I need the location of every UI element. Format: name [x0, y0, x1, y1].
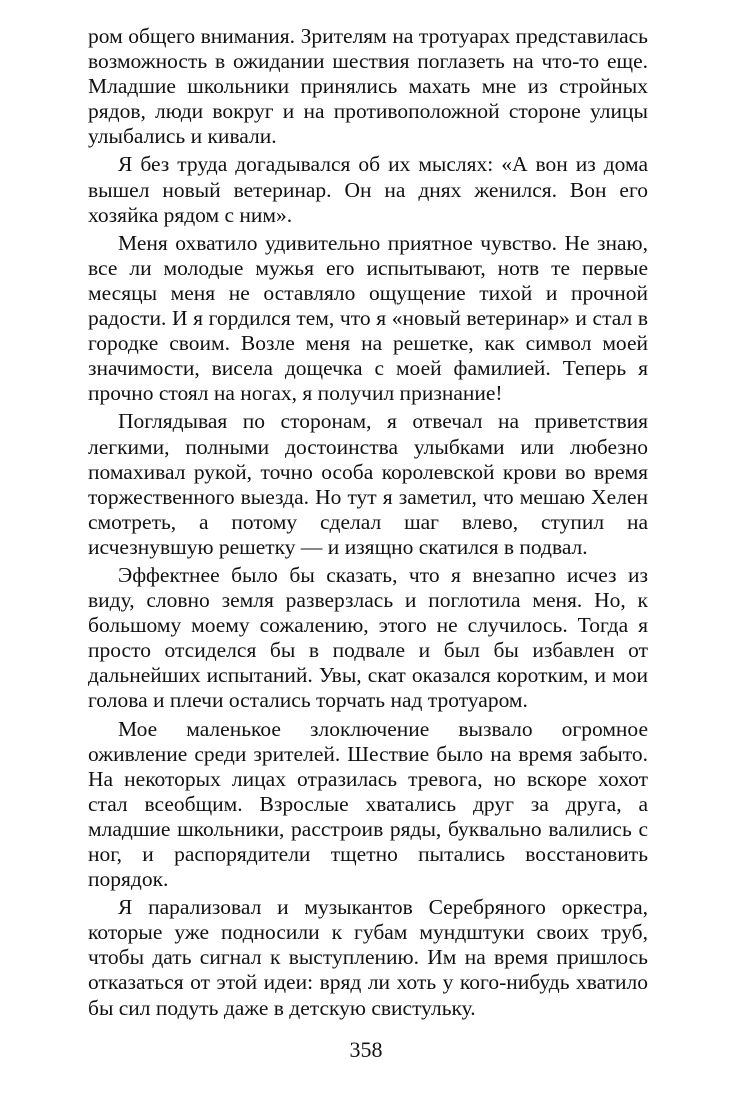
page-body: [88, 24, 648, 1021]
page-number: 358: [349, 1037, 383, 1062]
paragraph-2: Я без труда догадывался об их мыслях: «А вон из дома вышел новый ветеринар. Он на днях женился. Вон его хозяйка рядом с ним».: [88, 152, 648, 227]
paragraph-1: ром общего внимания. Зрителям на тротуарах представилась возможность в ожидании шествия поглазеть на что-то еще. Младшие школьники принялись махать мне из стройных рядов, люди вокруг и на противоположной стороне улицы улыбались и кивали.: [88, 24, 648, 149]
paragraph-5: Эффектнее было бы сказать, что я внезапно исчез из виду, словно земля разверзлась и поглотила меня. Но, к большому моему сожалению, этого не случилось. Тогда я просто отсиделся бы в подвале и был бы избавлен от дальнейших испытаний. Увы, скат оказался коротким, и мои голова и плечи остались торчать над тротуаром.: [88, 562, 648, 713]
paragraph-7: Я парализовал и музыкантов Серебряного оркестра, которые уже подносили к губам мундштуки своих труб, чтобы дать сигнал к выступлению. Им на время пришлось отказаться от этой идеи: вряд ли хоть у кого-нибудь хватило бы сил подуть даже в детскую свистульку.: [88, 895, 648, 1020]
paragraph-3: Меня охватило удивительно приятное чувство. Не знаю, все ли молодые мужья его испытывают, нотв те первые месяцы меня не оставляло ощущение тихой и прочной радости. И я гордился тем, что я «новый ветеринар» и стал в городке своим. Возле меня на решетке, как символ моей значимости, висела дощечка с моей фамилией. Теперь я прочно стоял на ногах, я получил признание!: [88, 230, 648, 406]
paragraph-4: Поглядывая по сторонам, я отвечал на приветствия легкими, полными достоинства улыбками или любезно помахивал рукой, точно особа королевской крови во время торжественного выезда. Но тут я заметил, что мешаю Хелен смотреть, а потому сделал шаг влево, ступил на исчезнувшую решетку — и изящно скатился в подвал.: [88, 409, 648, 559]
paragraph-6: Мое маленькое злоключение вызвало огромное оживление среди зрителей. Шествие было на время забыто. На некоторых лицах отразилась тревога, но вскоре хохот стал всеобщим. Взрослые хватались друг за друга, а младшие школьники, расстроив ряды, буквально валились с ног, и распорядители тщетно пытались восстановить порядок.: [88, 716, 648, 892]
